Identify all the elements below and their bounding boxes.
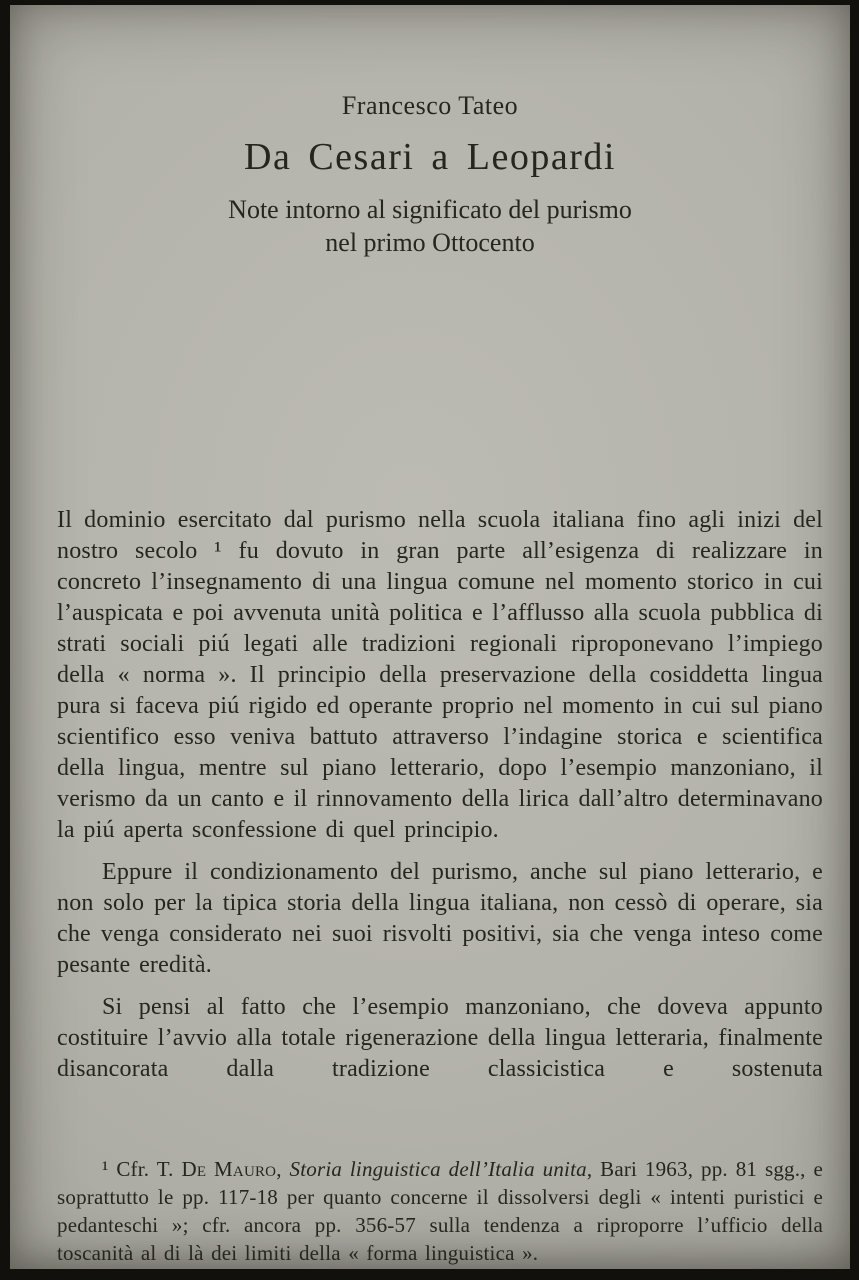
page-title: Da Cesari a Leopardi [244,136,616,178]
page-subtitle [10,193,850,259]
page-header [10,5,850,259]
footnote-rest: , Bari 1963, pp. 81 sgg., e soprattutto le pp. 117-18 per quanto concerne il dissolversi degli « intenti puristici e pedanteschi »; cfr. ancora pp. 356-57 sulla tendenza a riproporre l’ufficio della toscanità al di là dei limiti della « forma linguistica ». [57,1157,823,1265]
footnote-lead: ¹ Cfr. T. [102,1157,182,1181]
paragraph-2: Eppure il condizionamento del purismo, anche sul piano letterario, e non solo per la tipica storia della lingua italiana, non cessò di operare, sia che venga considerato nei suoi risvolti positivi, sia che venga inteso come pesante eredità. [57,859,823,978]
footnote [57,1155,823,1267]
subtitle-line-2: nel primo Ottocento [325,228,535,257]
footnote-author-name: De Mauro [181,1157,277,1181]
paragraph-3: Si pensi al fatto che l’esempio manzoniano, che doveva appunto costituire l’avvio alla totale rigenerazione della lingua letteraria, finalmente disancorata dalla tradizione classicistica e sostenuta [57,994,823,1082]
book-page [10,5,850,1269]
footnote-separator: , [276,1157,290,1181]
body-text [57,505,823,1096]
paragraph-1: Il dominio esercitato dal purismo nella scuola italiana fino agli inizi del nostro secolo ¹ fu dovuto in gran parte all’esigenza di realizzare in concreto l’insegnamento di una lingua comune nel momento storico in cui l’auspicata e poi avvenuta unità politica e l’afflusso alla scuola pubblica di strati sociali piú legati alle tradizioni regionali riproponevano l’impiego della « norma ». Il principio della preservazione della cosiddetta lingua pura si faceva piú rigido ed operante proprio nel momento in cui sul piano scientifico esso veniva battuto attraverso l’indagine storica e scientifica della lingua, mentre sul piano letterario, dopo l’esempio manzoniano, il verismo da un canto e il rinnovamento della lirica dall’altro determinavano la piú aperta sconfessione di quel principio. [57,507,823,843]
author-line: Francesco Tateo [341,91,519,120]
subtitle-line-1: Note intorno al significato del purismo [228,195,632,224]
footnote-work-title: Storia linguistica dell’Italia unita [289,1157,587,1181]
